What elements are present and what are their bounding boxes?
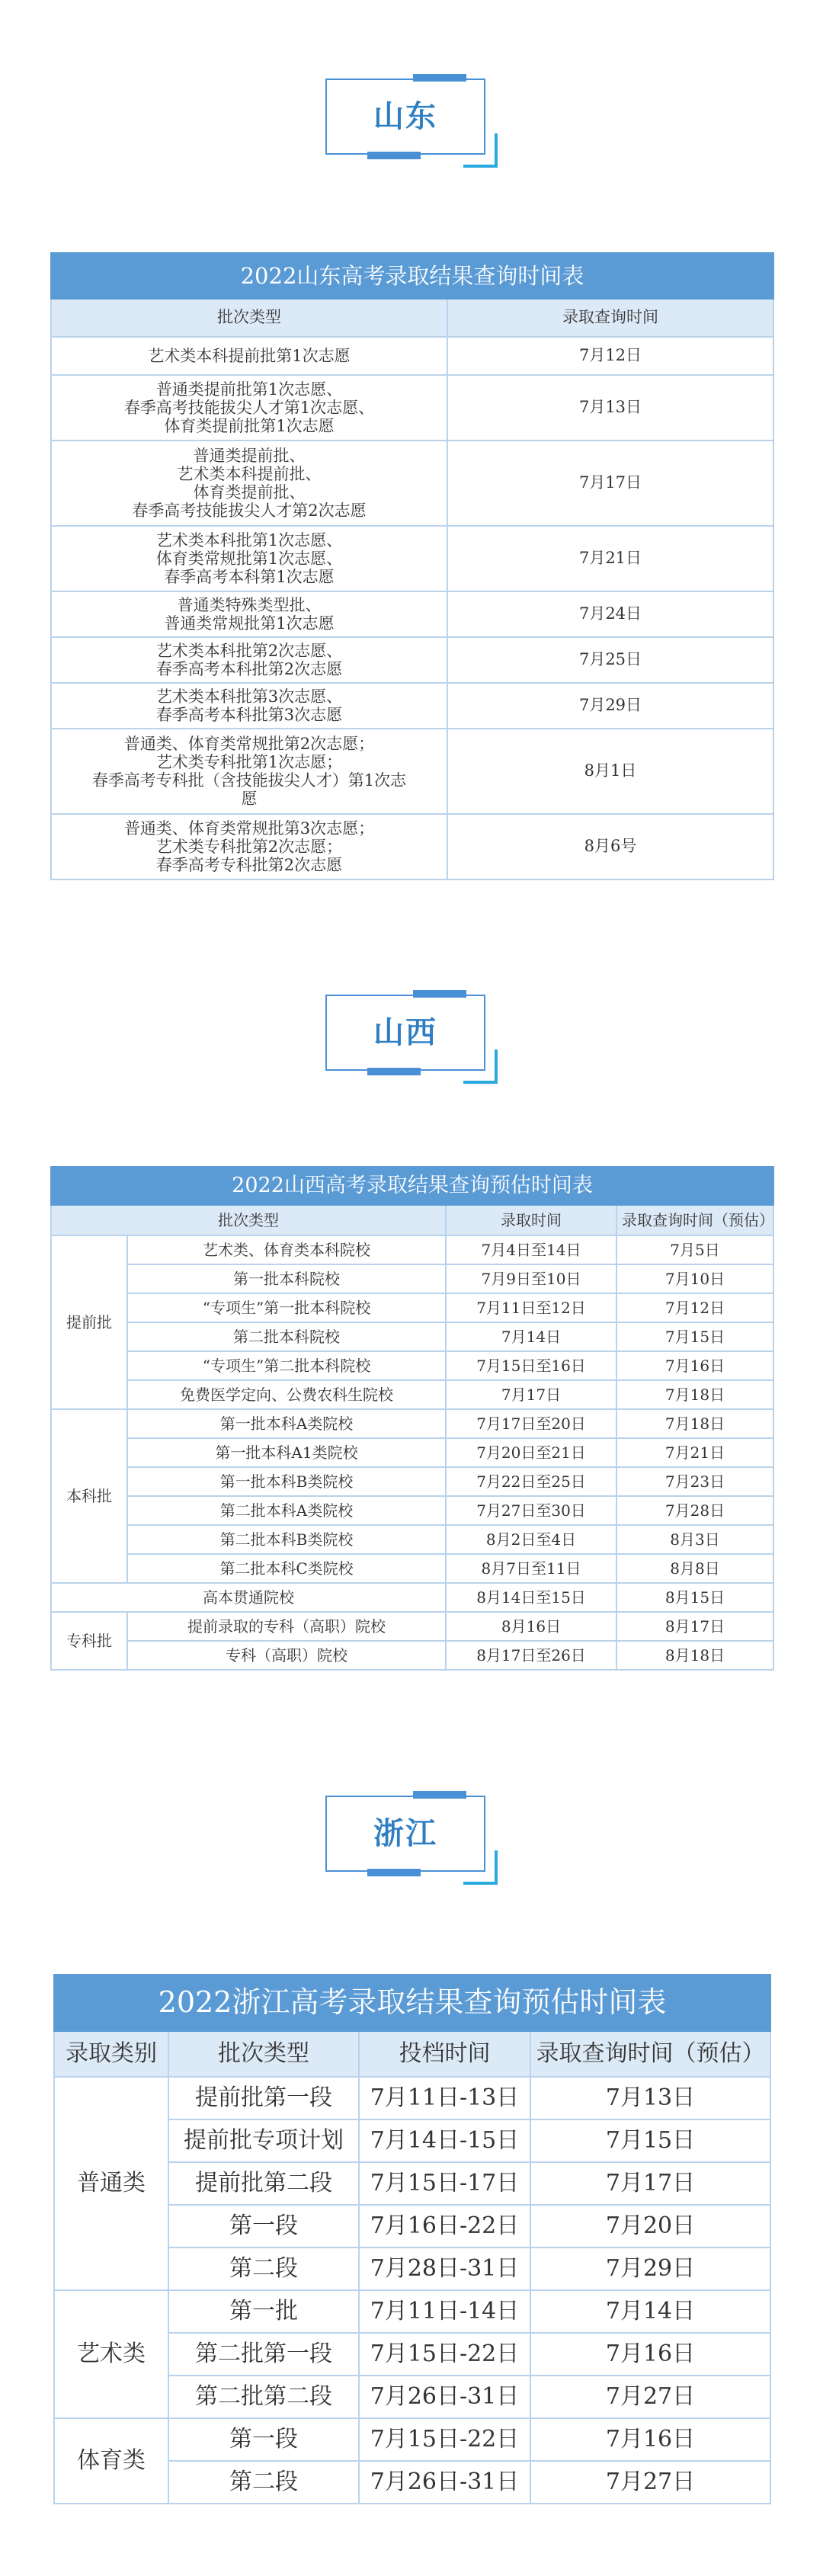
batch-type-cell bbox=[51, 814, 447, 879]
column-header: 录取类别 bbox=[54, 2031, 168, 2077]
table-row bbox=[54, 2077, 770, 2119]
query-date-cell: 7月21日 bbox=[447, 526, 773, 591]
table-row bbox=[51, 1641, 773, 1670]
query-date-cell: 8月3日 bbox=[616, 1525, 773, 1554]
table-title: 2022山东高考录取结果查询时间表 bbox=[51, 253, 773, 299]
batch-type-line: 春季高考专科批（含技能拔尖人才）第1次志 bbox=[91, 771, 407, 790]
query-date-cell: 7月23日 bbox=[616, 1467, 773, 1496]
table-row bbox=[51, 1525, 773, 1554]
province-badge-shanxi bbox=[325, 995, 498, 1084]
submission-time-cell: 7月15日-17日 bbox=[359, 2162, 530, 2205]
query-date-cell: 7月20日 bbox=[530, 2205, 770, 2248]
query-date-cell: 7月29日 bbox=[530, 2248, 770, 2290]
batch-type-cell: 第一段 bbox=[168, 2205, 359, 2248]
query-date-cell: 7月18日 bbox=[616, 1380, 773, 1409]
province-badge-zhejiang bbox=[325, 1796, 498, 1885]
batch-type-line: 普通类、体育类常规批第3次志愿； bbox=[123, 819, 375, 838]
query-date-cell: 7月14日 bbox=[530, 2290, 770, 2333]
admission-time-cell: 7月17日至20日 bbox=[446, 1409, 616, 1438]
batch-type-line: 普通类特殊类型批、 bbox=[177, 595, 322, 614]
submission-time-cell: 7月16日-22日 bbox=[359, 2205, 530, 2248]
admission-time-cell: 7月9日至10日 bbox=[446, 1264, 616, 1293]
batch-type-cell: 第二批本科B类院校 bbox=[127, 1525, 446, 1554]
submission-time-cell: 7月15日-22日 bbox=[359, 2418, 530, 2461]
column-header: 批次类型 bbox=[51, 1205, 446, 1235]
table-row bbox=[51, 1467, 773, 1496]
table-row bbox=[54, 2290, 770, 2333]
batch-type-line: 普通类常规批第1次志愿 bbox=[164, 614, 335, 633]
column-header: 批次类型 bbox=[51, 299, 447, 337]
table-title: 2022浙江高考录取结果查询预估时间表 bbox=[54, 1975, 770, 2031]
batch-type-line: 艺术类专科批第2次志愿； bbox=[155, 837, 343, 856]
batch-type-cell bbox=[51, 683, 447, 729]
table-row bbox=[51, 1351, 773, 1380]
batch-type-cell: 提前批第一段 bbox=[168, 2077, 359, 2119]
batch-type-cell bbox=[51, 337, 447, 375]
query-date-cell: 7月24日 bbox=[447, 591, 773, 637]
category-cell: 普通类 bbox=[54, 2077, 168, 2290]
batch-type-line: 春季高考本科批第2次志愿 bbox=[155, 660, 343, 678]
query-date-cell: 8月8日 bbox=[616, 1554, 773, 1583]
submission-time-cell: 7月26日-31日 bbox=[359, 2376, 530, 2418]
batch-type-cell: 艺术类、体育类本科院校 bbox=[127, 1235, 446, 1264]
batch-type-cell: “专项生”第一批本科院校 bbox=[127, 1293, 446, 1322]
table-row bbox=[51, 441, 773, 526]
batch-type-cell: 第一批本科B类院校 bbox=[127, 1467, 446, 1496]
admission-time-cell: 7月11日至12日 bbox=[446, 1293, 616, 1322]
province-badge-shandong bbox=[325, 78, 498, 168]
table-row bbox=[51, 637, 773, 683]
table-row bbox=[51, 1264, 773, 1293]
submission-time-cell: 7月11日-13日 bbox=[359, 2077, 530, 2119]
query-date-cell: 7月12日 bbox=[447, 337, 773, 375]
batch-type-line: 春季高考技能拔尖人才第2次志愿 bbox=[132, 501, 367, 521]
query-date-cell: 7月27日 bbox=[530, 2461, 770, 2504]
batch-type-cell: 第一批 bbox=[168, 2290, 359, 2333]
province-name: 山东 bbox=[373, 99, 437, 134]
batch-type-cell: 第二批本科C类院校 bbox=[127, 1554, 446, 1583]
admission-time-cell: 7月14日 bbox=[446, 1322, 616, 1351]
batch-group-cell: 专科批 bbox=[51, 1612, 127, 1670]
query-date-cell: 7月28日 bbox=[616, 1496, 773, 1525]
batch-type-cell: 第二批本科A类院校 bbox=[127, 1496, 446, 1525]
query-date-cell: 7月12日 bbox=[616, 1293, 773, 1322]
batch-type-line: 春季高考专科批第2次志愿 bbox=[155, 856, 343, 875]
batch-type-cell bbox=[51, 637, 447, 683]
batch-type-cell: 第一批本科A类院校 bbox=[127, 1409, 446, 1438]
admission-time-cell: 7月4日至14日 bbox=[446, 1235, 616, 1264]
column-header: 录取查询时间（预估） bbox=[616, 1205, 773, 1235]
table-row bbox=[51, 1496, 773, 1525]
submission-time-cell: 7月15日-22日 bbox=[359, 2333, 530, 2376]
submission-time-cell: 7月11日-14日 bbox=[359, 2290, 530, 2333]
batch-type-line: 普通类提前批第1次志愿、 bbox=[155, 380, 343, 399]
query-date-cell: 7月15日 bbox=[616, 1322, 773, 1351]
admission-time-cell: 7月20日至21日 bbox=[446, 1438, 616, 1467]
table-row bbox=[54, 2418, 770, 2461]
batch-type-cell: 第一批本科A1类院校 bbox=[127, 1438, 446, 1467]
table-row bbox=[51, 1235, 773, 1264]
column-header: 投档时间 bbox=[359, 2031, 530, 2077]
submission-time-cell: 7月26日-31日 bbox=[359, 2461, 530, 2504]
batch-type-cell: 第二批本科院校 bbox=[127, 1322, 446, 1351]
batch-type-line: 春季高考本科批第3次志愿 bbox=[155, 706, 343, 724]
batch-group-cell: 提前批 bbox=[51, 1235, 127, 1409]
batch-type-line: 愿 bbox=[241, 790, 258, 809]
query-date-cell: 7月18日 bbox=[616, 1409, 773, 1438]
batch-type-line: 普通类、体育类常规批第2次志愿； bbox=[123, 734, 375, 753]
table-row bbox=[51, 337, 773, 375]
batch-type-cell: 第二段 bbox=[168, 2248, 359, 2290]
table-row bbox=[51, 1612, 773, 1641]
query-date-cell: 7月29日 bbox=[447, 683, 773, 729]
batch-type-cell: 提前批第二段 bbox=[168, 2162, 359, 2205]
batch-group-cell: 本科批 bbox=[51, 1409, 127, 1583]
batch-type-line: 艺术类专科批第1次志愿； bbox=[155, 752, 343, 771]
batch-type-cell: 第二批第一段 bbox=[168, 2333, 359, 2376]
admission-time-cell: 7月17日 bbox=[446, 1380, 616, 1409]
batch-type-cell: 第二批第二段 bbox=[168, 2376, 359, 2418]
batch-type-line: 艺术类本科提前批、 bbox=[177, 464, 322, 483]
table-row bbox=[51, 1293, 773, 1322]
admission-time-cell: 7月27日至30日 bbox=[446, 1496, 616, 1525]
batch-type-line: 春季高考技能拔尖人才第1次志愿、 bbox=[123, 398, 375, 417]
batch-type-cell: 第一段 bbox=[168, 2418, 359, 2461]
query-date-cell: 8月6号 bbox=[447, 814, 773, 879]
batch-type-cell bbox=[51, 729, 447, 814]
batch-type-cell: 免费医学定向、公费农科生院校 bbox=[127, 1380, 446, 1409]
admission-time-cell: 8月2日至4日 bbox=[446, 1525, 616, 1554]
table-row bbox=[51, 375, 773, 441]
admission-time-cell: 7月15日至16日 bbox=[446, 1351, 616, 1380]
query-date-cell: 8月1日 bbox=[447, 729, 773, 814]
province-name: 山西 bbox=[373, 1015, 437, 1050]
admission-time-cell: 8月17日至26日 bbox=[446, 1641, 616, 1670]
query-date-cell: 7月21日 bbox=[616, 1438, 773, 1467]
batch-type-cell bbox=[51, 526, 447, 591]
admission-time-cell: 8月14日至15日 bbox=[446, 1583, 616, 1612]
shandong-schedule-table bbox=[50, 252, 774, 880]
batch-type-line: 艺术类本科批第3次志愿、 bbox=[155, 687, 343, 706]
shanxi-schedule-table bbox=[50, 1166, 774, 1671]
batch-type-cell: 高本贯通院校 bbox=[51, 1583, 446, 1612]
admission-time-cell: 8月7日至11日 bbox=[446, 1554, 616, 1583]
query-date-cell: 8月18日 bbox=[616, 1641, 773, 1670]
query-date-cell: 7月27日 bbox=[530, 2376, 770, 2418]
column-header: 录取查询时间 bbox=[447, 299, 773, 337]
batch-type-cell: “专项生”第二批本科院校 bbox=[127, 1351, 446, 1380]
query-date-cell: 7月17日 bbox=[447, 441, 773, 526]
column-header: 批次类型 bbox=[168, 2031, 359, 2077]
table-row bbox=[51, 1409, 773, 1438]
table-row bbox=[51, 1322, 773, 1351]
batch-type-line: 艺术类本科批第2次志愿、 bbox=[155, 641, 343, 660]
batch-type-line: 体育类常规批第1次志愿、 bbox=[155, 549, 343, 568]
submission-time-cell: 7月28日-31日 bbox=[359, 2248, 530, 2290]
submission-time-cell: 7月14日-15日 bbox=[359, 2119, 530, 2162]
batch-type-cell bbox=[51, 441, 447, 526]
category-cell: 体育类 bbox=[54, 2418, 168, 2504]
query-date-cell: 7月13日 bbox=[447, 375, 773, 441]
zhejiang-schedule-table bbox=[53, 1974, 771, 2504]
batch-type-cell bbox=[51, 375, 447, 441]
batch-type-line: 体育类提前批、 bbox=[193, 483, 306, 501]
batch-type-cell: 提前批专项计划 bbox=[168, 2119, 359, 2162]
category-cell: 艺术类 bbox=[54, 2290, 168, 2418]
column-header: 录取时间 bbox=[446, 1205, 616, 1235]
batch-type-cell: 第一批本科院校 bbox=[127, 1264, 446, 1293]
province-name: 浙江 bbox=[373, 1816, 437, 1851]
query-date-cell: 7月5日 bbox=[616, 1235, 773, 1264]
table-row bbox=[51, 526, 773, 591]
table-row bbox=[51, 591, 773, 637]
query-date-cell: 7月13日 bbox=[530, 2077, 770, 2119]
query-date-cell: 7月16日 bbox=[530, 2418, 770, 2461]
query-date-cell: 7月25日 bbox=[447, 637, 773, 683]
table-row bbox=[51, 683, 773, 729]
table-row bbox=[51, 814, 773, 879]
query-date-cell: 8月17日 bbox=[616, 1612, 773, 1641]
query-date-cell: 7月15日 bbox=[530, 2119, 770, 2162]
admission-time-cell: 7月22日至25日 bbox=[446, 1467, 616, 1496]
batch-type-cell: 第二段 bbox=[168, 2461, 359, 2504]
batch-type-line: 艺术类本科批第1次志愿、 bbox=[155, 530, 343, 549]
column-header: 录取查询时间（预估） bbox=[530, 2031, 770, 2077]
query-date-cell: 7月16日 bbox=[616, 1351, 773, 1380]
batch-type-line: 春季高考本科第1次志愿 bbox=[164, 568, 335, 587]
table-row bbox=[51, 1438, 773, 1467]
batch-type-cell: 提前录取的专科（高职）院校 bbox=[127, 1612, 446, 1641]
query-date-cell: 7月17日 bbox=[530, 2162, 770, 2205]
table-row bbox=[51, 1554, 773, 1583]
table-row bbox=[51, 1380, 773, 1409]
table-title: 2022山西高考录取结果查询预估时间表 bbox=[51, 1167, 773, 1205]
batch-type-cell: 专科（高职）院校 bbox=[127, 1641, 446, 1670]
query-date-cell: 7月16日 bbox=[530, 2333, 770, 2376]
admission-time-cell: 8月16日 bbox=[446, 1612, 616, 1641]
table-row bbox=[51, 1583, 773, 1612]
batch-type-cell bbox=[51, 591, 447, 637]
batch-type-line: 普通类提前批、 bbox=[193, 446, 306, 465]
query-date-cell: 7月10日 bbox=[616, 1264, 773, 1293]
batch-type-line: 艺术类本科提前批第1次志愿 bbox=[148, 346, 351, 365]
table-row bbox=[51, 729, 773, 814]
query-date-cell: 8月15日 bbox=[616, 1583, 773, 1612]
batch-type-line: 体育类提前批第1次志愿 bbox=[164, 417, 335, 436]
